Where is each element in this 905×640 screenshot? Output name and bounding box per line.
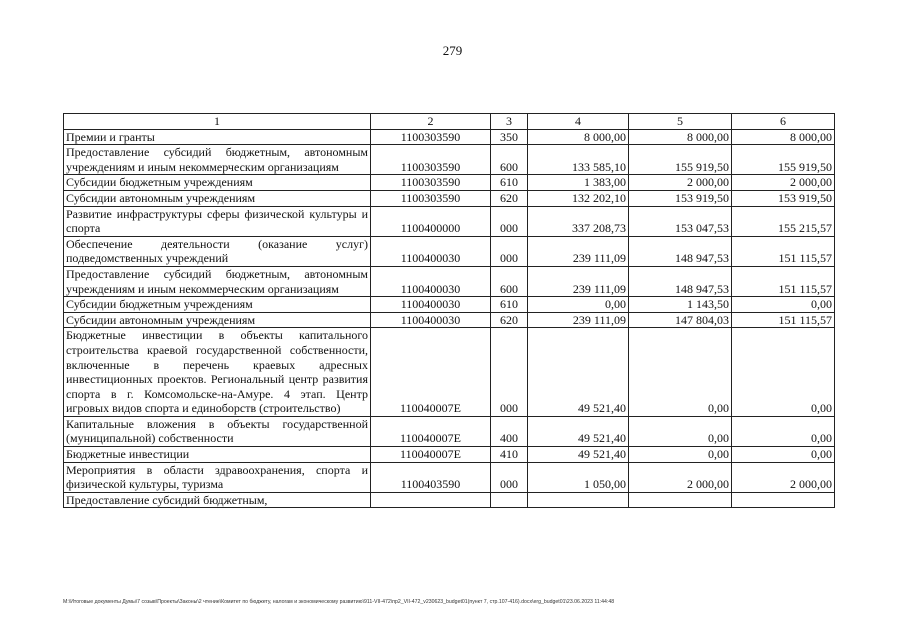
row-value-6: 2 000,00 — [732, 175, 835, 191]
row-value-4: 0,00 — [528, 297, 629, 313]
row-type — [491, 492, 528, 508]
row-value-4: 1 050,00 — [528, 462, 629, 492]
row-value-4: 1 383,00 — [528, 175, 629, 191]
row-value-4: 239 111,09 — [528, 236, 629, 266]
table-row — [64, 145, 835, 175]
row-value-6: 151 115,57 — [732, 312, 835, 328]
row-value-5: 8 000,00 — [629, 129, 732, 145]
row-value-6 — [732, 492, 835, 508]
row-value-5: 0,00 — [629, 447, 732, 463]
row-type: 620 — [491, 312, 528, 328]
row-value-4: 8 000,00 — [528, 129, 629, 145]
row-value-5: 153 919,50 — [629, 190, 732, 206]
row-name: Обеспечение деятельности (оказание услуг) подведомственных учреждений — [64, 236, 371, 266]
row-name: Бюджетные инвестиции — [64, 447, 371, 463]
table-row — [64, 236, 835, 266]
row-value-4: 132 202,10 — [528, 190, 629, 206]
row-value-6: 153 919,50 — [732, 190, 835, 206]
row-name: Предоставление субсидий бюджетным, автономным учреждениям и иным некоммерческим организациям — [64, 145, 371, 175]
row-name: Развитие инфраструктуры сферы физической культуры и спорта — [64, 206, 371, 236]
row-value-5: 2 000,00 — [629, 462, 732, 492]
row-code: 110040007E — [371, 447, 491, 463]
table-row — [64, 312, 835, 328]
row-value-6: 151 115,57 — [732, 266, 835, 296]
row-type: 000 — [491, 462, 528, 492]
table-row — [64, 416, 835, 446]
row-value-6: 0,00 — [732, 328, 835, 417]
row-type: 600 — [491, 145, 528, 175]
row-name: Предоставление субсидий бюджетным, — [64, 492, 371, 508]
row-name: Капитальные вложения в объекты государственной (муниципальной) собственности — [64, 416, 371, 446]
table-row — [64, 175, 835, 191]
row-value-5: 2 000,00 — [629, 175, 732, 191]
row-type: 410 — [491, 447, 528, 463]
row-value-6: 155 919,50 — [732, 145, 835, 175]
row-value-4: 239 111,09 — [528, 266, 629, 296]
header-col-5: 5 — [629, 114, 732, 130]
table-row — [64, 206, 835, 236]
row-code: 1100400030 — [371, 236, 491, 266]
row-code: 110040007E — [371, 328, 491, 417]
row-name: Субсидии бюджетным учреждениям — [64, 297, 371, 313]
table-row — [64, 297, 835, 313]
row-value-6: 0,00 — [732, 447, 835, 463]
row-value-5: 0,00 — [629, 328, 732, 417]
row-type: 000 — [491, 236, 528, 266]
budget-table — [63, 113, 835, 508]
row-value-5: 148 947,53 — [629, 266, 732, 296]
row-type: 350 — [491, 129, 528, 145]
row-name: Предоставление субсидий бюджетным, автономным учреждениям и иным некоммерческим организациям — [64, 266, 371, 296]
row-code: 1100303590 — [371, 175, 491, 191]
row-name: Субсидии автономным учреждениям — [64, 190, 371, 206]
table-header-row — [64, 114, 835, 130]
row-value-5: 147 804,03 — [629, 312, 732, 328]
table-row — [64, 190, 835, 206]
row-name: Субсидии автономным учреждениям — [64, 312, 371, 328]
header-col-1: 1 — [64, 114, 371, 130]
row-type: 620 — [491, 190, 528, 206]
row-name: Мероприятия в области здравоохранения, спорта и физической культуры, туризма — [64, 462, 371, 492]
row-value-5: 0,00 — [629, 416, 732, 446]
row-value-5: 1 143,50 — [629, 297, 732, 313]
row-value-6: 0,00 — [732, 297, 835, 313]
row-value-4: 133 585,10 — [528, 145, 629, 175]
row-code: 1100403590 — [371, 462, 491, 492]
row-value-6: 155 215,57 — [732, 206, 835, 236]
table-row — [64, 129, 835, 145]
row-type: 610 — [491, 297, 528, 313]
table-row — [64, 328, 835, 417]
row-code: 1100303590 — [371, 129, 491, 145]
row-name: Премии и гранты — [64, 129, 371, 145]
header-col-4: 4 — [528, 114, 629, 130]
row-value-6: 151 115,57 — [732, 236, 835, 266]
row-code: 110040007E — [371, 416, 491, 446]
row-name: Бюджетные инвестиции в объекты капитального строительства краевой государственной собственности, включенные в перечень краевых адресных инвестиционных проектов. Региональный центр развития спорта в г. Комсомольске-на-Амуре. 4 этап. Центр игровых видов спорта и единоборств (строительство) — [64, 328, 371, 417]
header-col-3: 3 — [491, 114, 528, 130]
header-col-6: 6 — [732, 114, 835, 130]
document-path-footer: M:\Итоговые документы Думы\7 созыв\Проекты\Законы\2 чтение\Комитет по бюджету, налогам и экономическому развитию\911-VII-472\пр2_VII-472_v230623_budget01(пункт 7, стр.107-416).docx\erg_budget01\23.06.2023 11:44:48 — [63, 599, 615, 605]
row-code: 1100400030 — [371, 266, 491, 296]
page-number: 279 — [442, 43, 463, 58]
row-value-6: 2 000,00 — [732, 462, 835, 492]
row-type: 400 — [491, 416, 528, 446]
row-code: 1100303590 — [371, 190, 491, 206]
row-code — [371, 492, 491, 508]
row-value-5: 155 919,50 — [629, 145, 732, 175]
row-code: 1100303590 — [371, 145, 491, 175]
row-type: 600 — [491, 266, 528, 296]
row-value-6: 0,00 — [732, 416, 835, 446]
row-code: 1100400030 — [371, 312, 491, 328]
row-value-4 — [528, 492, 629, 508]
row-value-4: 239 111,09 — [528, 312, 629, 328]
row-name: Субсидии бюджетным учреждениям — [64, 175, 371, 191]
table-row — [64, 447, 835, 463]
row-code: 1100400000 — [371, 206, 491, 236]
table-row — [64, 462, 835, 492]
row-value-4: 337 208,73 — [528, 206, 629, 236]
row-value-4: 49 521,40 — [528, 447, 629, 463]
row-type: 610 — [491, 175, 528, 191]
row-type: 000 — [491, 328, 528, 417]
row-code: 1100400030 — [371, 297, 491, 313]
table-row — [64, 492, 835, 508]
row-value-5: 153 047,53 — [629, 206, 732, 236]
row-value-4: 49 521,40 — [528, 328, 629, 417]
row-value-5 — [629, 492, 732, 508]
row-value-4: 49 521,40 — [528, 416, 629, 446]
table-row — [64, 266, 835, 296]
row-value-6: 8 000,00 — [732, 129, 835, 145]
row-value-5: 148 947,53 — [629, 236, 732, 266]
header-col-2: 2 — [371, 114, 491, 130]
row-type: 000 — [491, 206, 528, 236]
